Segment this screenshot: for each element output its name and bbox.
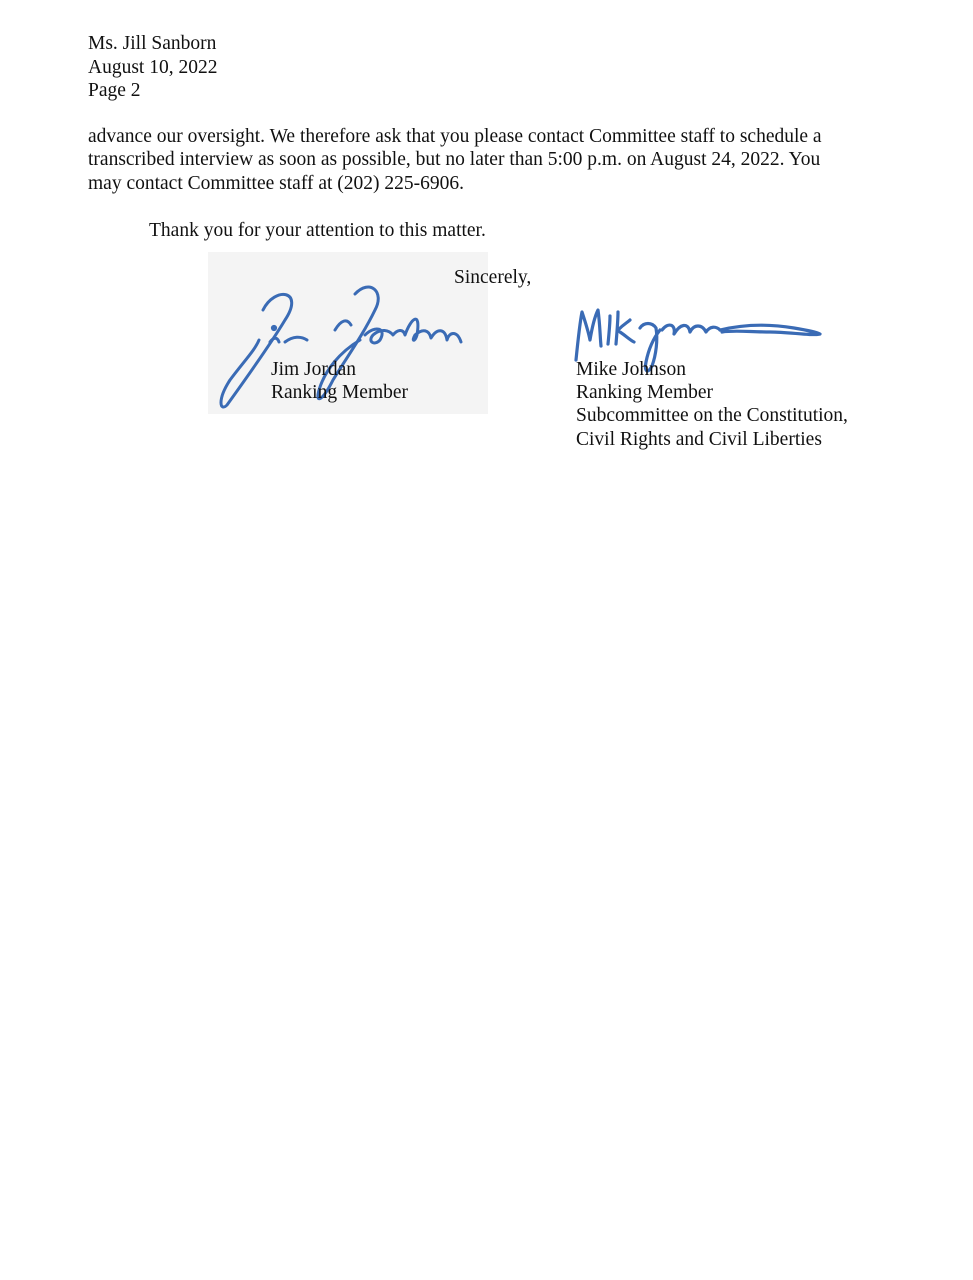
thanks-line: Thank you for your attention to this matter. bbox=[149, 220, 486, 241]
signatory-2-name: Mike Johnson bbox=[576, 359, 686, 380]
page-number: Page 2 bbox=[88, 80, 141, 101]
paragraph-line-3: may contact Committee staff at (202) 225-6906. bbox=[88, 173, 465, 194]
signatory-2-title-line-1: Ranking Member bbox=[576, 382, 714, 403]
signatory-2-title-line-2: Subcommittee on the Constitution, bbox=[576, 405, 848, 426]
paragraph-line-2: transcribed interview as soon as possible, but no later than 5:00 p.m. on August 24, 2022. You bbox=[88, 149, 821, 170]
signatory-1-title: Ranking Member bbox=[271, 382, 409, 403]
signatory-2-title-line-3: Civil Rights and Civil Liberties bbox=[576, 429, 822, 450]
letter-date: August 10, 2022 bbox=[88, 57, 218, 78]
closing-sincerely: Sincerely, bbox=[454, 267, 532, 288]
signatory-1-name: Jim Jordan bbox=[271, 359, 357, 380]
recipient-name: Ms. Jill Sanborn bbox=[88, 33, 217, 54]
paragraph-line-1: advance our oversight. We therefore ask that you please contact Committee staff to schedule a bbox=[88, 126, 822, 147]
